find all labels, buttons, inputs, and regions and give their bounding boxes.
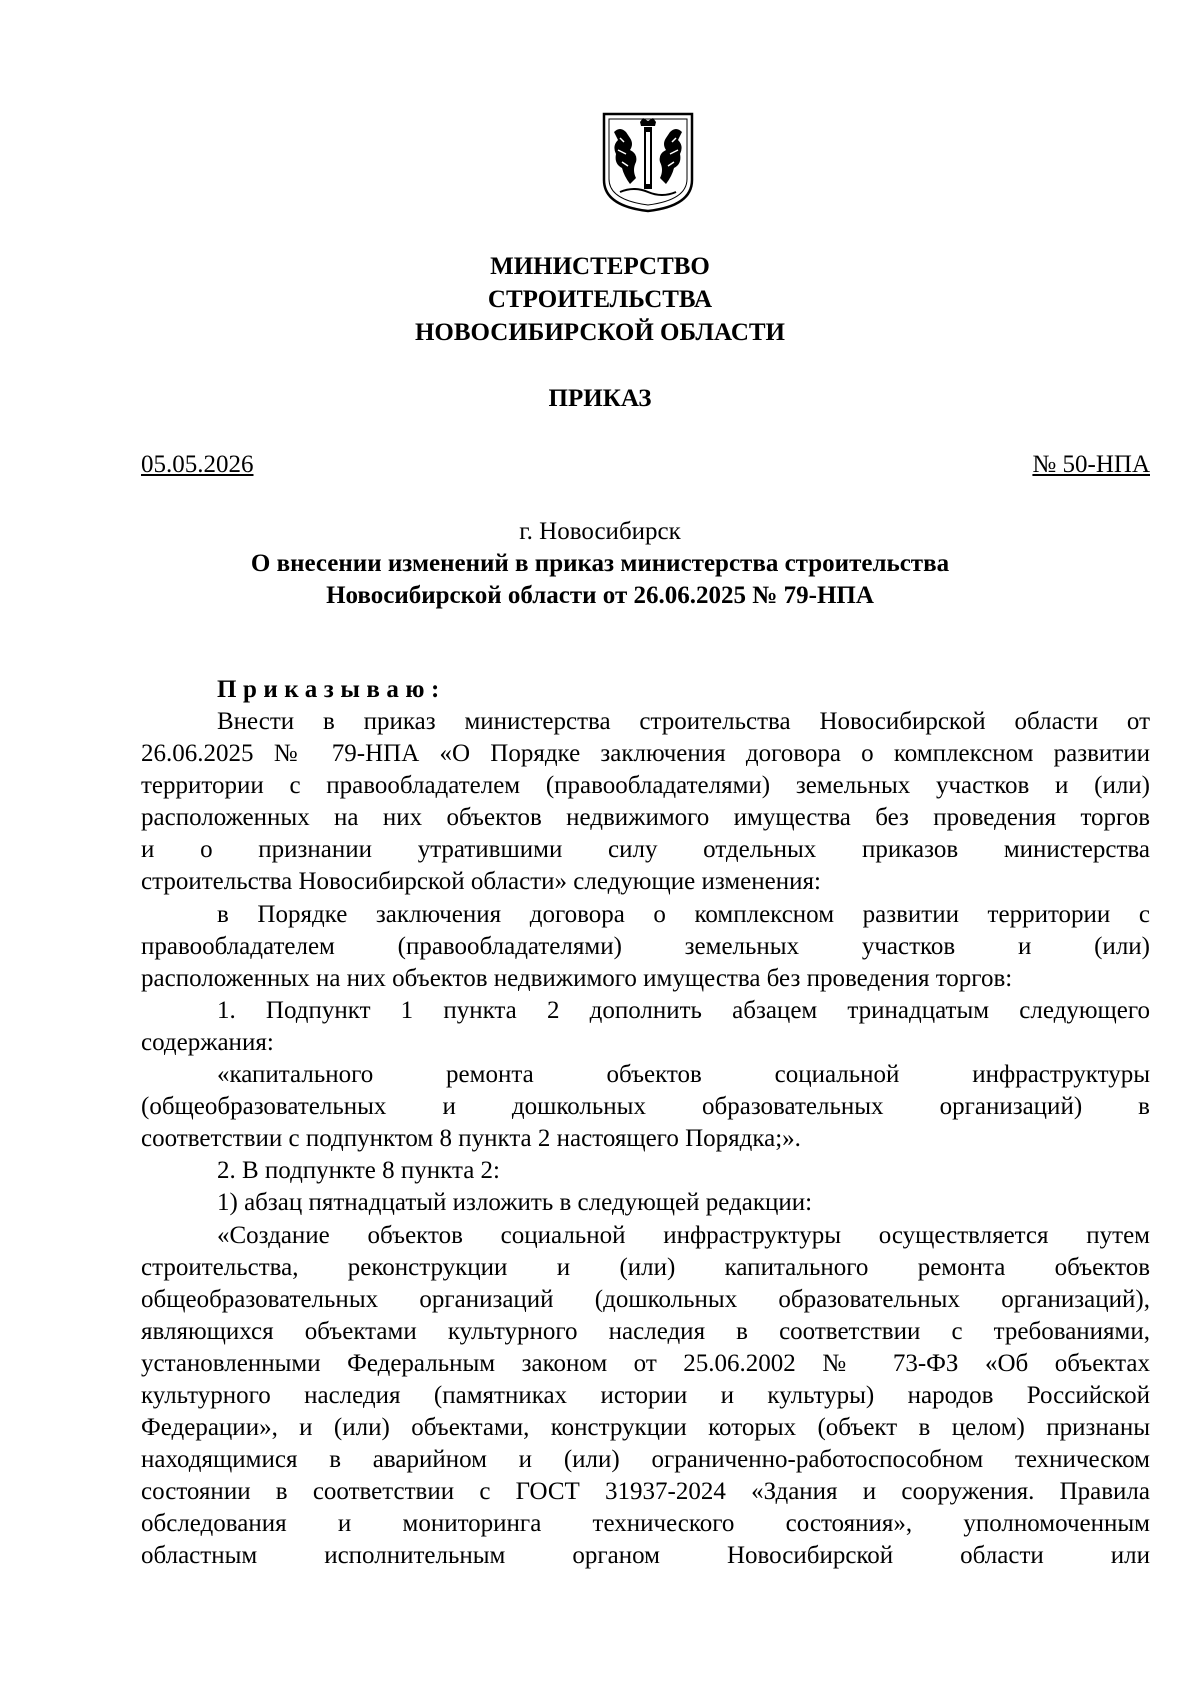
body-line: и о признании утратившими силу отдельных приказов министерства — [141, 836, 1150, 864]
order-word: Приказываю: — [217, 676, 446, 703]
ministry-name — [0, 250, 1200, 349]
body-line: культурного наследия (памятниках истории и культуры) народов Российской — [141, 1381, 1150, 1409]
body-line: «Создание объектов социальной инфраструктуры осуществляется путем — [217, 1221, 1150, 1249]
body-line: территории с правообладателем (правообладателями) земельных участков и (или) — [141, 772, 1150, 800]
document-body — [141, 706, 1150, 1573]
body-line: Федерации», и (или) объектами, конструкции которых (объект в целом) признаны — [141, 1414, 1150, 1442]
body-line: «капитального ремонта объектов социальной инфраструктуры — [217, 1061, 1150, 1089]
coat-of-arms-icon — [600, 110, 696, 214]
body-line: являющихся объектами культурного наследия в соответствии с требованиями, — [141, 1317, 1150, 1345]
body-line: 2. В подпункте 8 пункта 2: — [217, 1157, 500, 1185]
city-name: г. Новосибирск — [519, 518, 681, 545]
ministry-line: МИНИСТЕРСТВО — [490, 253, 710, 280]
body-line: состоянии в соответствии с ГОСТ 31937-2024 «Здания и сооружения. Правила — [141, 1478, 1150, 1506]
body-line: расположенных на них объектов недвижимого имущества без проведения торгов — [141, 804, 1150, 832]
document-number: № 50-НПА — [1032, 451, 1150, 478]
document-type: ПРИКАЗ — [548, 385, 652, 412]
body-line: общеобразовательных организаций (дошкольных образовательных организаций), — [141, 1285, 1150, 1313]
body-line: областным исполнительным органом Новосибирской области или — [141, 1542, 1150, 1570]
body-line: 1. Подпункт 1 пункта 2 дополнить абзацем тринадцатым следующего — [217, 996, 1150, 1024]
subject-line: О внесении изменений в приказ министерства строительства — [250, 550, 950, 577]
body-line: соответствии с подпунктом 8 пункта 2 настоящего Порядка;». — [141, 1125, 801, 1153]
body-line: 26.06.2025 № 79-НПА «О Порядке заключения договора о комплексном развитии — [141, 740, 1150, 768]
body-line: Внести в приказ министерства строительства Новосибирской области от — [217, 708, 1150, 735]
body-line: строительства, реконструкции и (или) капитального ремонта объектов — [141, 1253, 1150, 1281]
body-line: находящимися в аварийном и (или) ограниченно-работоспособном техническом — [141, 1446, 1150, 1474]
subject-line: Новосибирской области от 26.06.2025 № 79-НПА — [326, 582, 874, 609]
body-line: (общеобразовательных и дошкольных образовательных организаций) в — [141, 1093, 1150, 1121]
body-line: в Порядке заключения договора о комплексном развитии территории с — [217, 900, 1150, 928]
body-line: строительства Новосибирской области» следующие изменения: — [141, 868, 821, 896]
ministry-line: НОВОСИБИРСКОЙ ОБЛАСТИ — [414, 319, 786, 346]
document-subject — [0, 548, 1200, 612]
body-line: правообладателем (правообладателями) земельных участков и (или) — [141, 932, 1150, 960]
ministry-line: СТРОИТЕЛЬСТВА — [487, 286, 713, 313]
body-line: обследования и мониторинга технического состояния», уполномоченным — [141, 1510, 1150, 1538]
body-line: 1) абзац пятнадцатый изложить в следующей редакции: — [217, 1189, 813, 1217]
document-date: 05.05.2026 — [141, 451, 254, 478]
body-line: расположенных на них объектов недвижимого имущества без проведения торгов: — [141, 964, 1013, 992]
body-line: содержания: — [141, 1028, 274, 1056]
body-line: установленными Федеральным законом от 25.06.2002 № 73-ФЗ «Об объектах — [141, 1349, 1150, 1377]
